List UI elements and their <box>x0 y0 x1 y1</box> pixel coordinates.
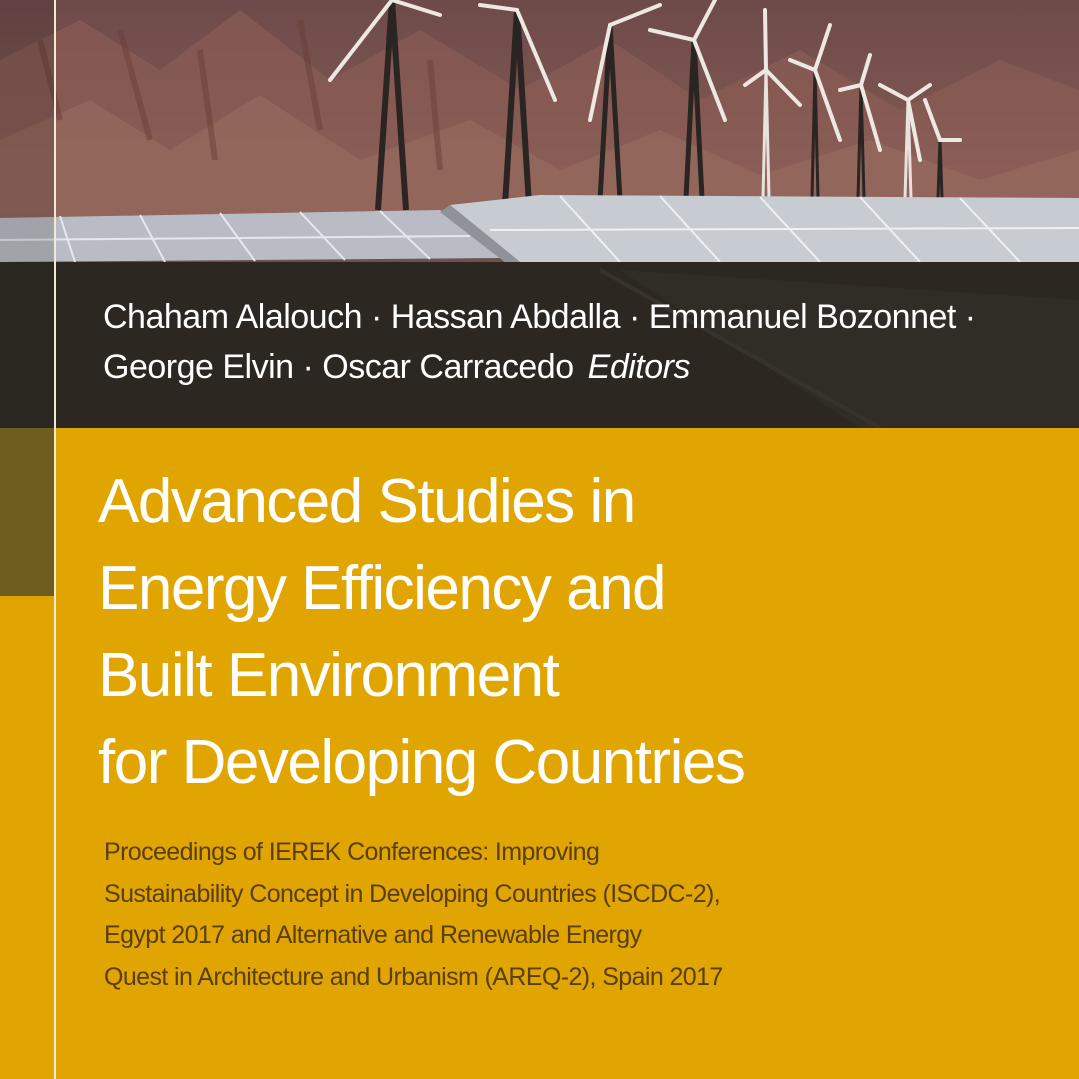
margin-rule <box>54 0 56 1079</box>
editors-list <box>103 292 1063 392</box>
subtitle-line-3: Egypt 2017 and Alternative and Renewable Energy <box>104 921 642 949</box>
title-line-3: Built Environment <box>98 641 559 710</box>
editors-line-1: Chaham Alalouch · Hassan Abdalla · Emmanuel Bozonnet · <box>103 298 976 336</box>
title-line-4: for Developing Countries <box>98 728 745 797</box>
editors-role: Editors <box>587 348 690 386</box>
book-title <box>98 458 1058 806</box>
title-line-2: Energy Efficiency and <box>98 554 666 623</box>
editors-line-2: George Elvin · Oscar Carracedo <box>103 348 574 386</box>
subtitle-line-2: Sustainability Concept in Developing Countries (ISCDC-2), <box>104 879 721 908</box>
subtitle-line-4: Quest in Architecture and Urbanism (AREQ-2), Spain 2017 <box>104 962 723 991</box>
title-line-1: Advanced Studies in <box>98 467 635 536</box>
subtitle-line-1: Proceedings of IEREK Conferences: Improving <box>104 838 600 866</box>
book-subtitle <box>104 832 1004 998</box>
left-color-strip <box>0 428 54 596</box>
